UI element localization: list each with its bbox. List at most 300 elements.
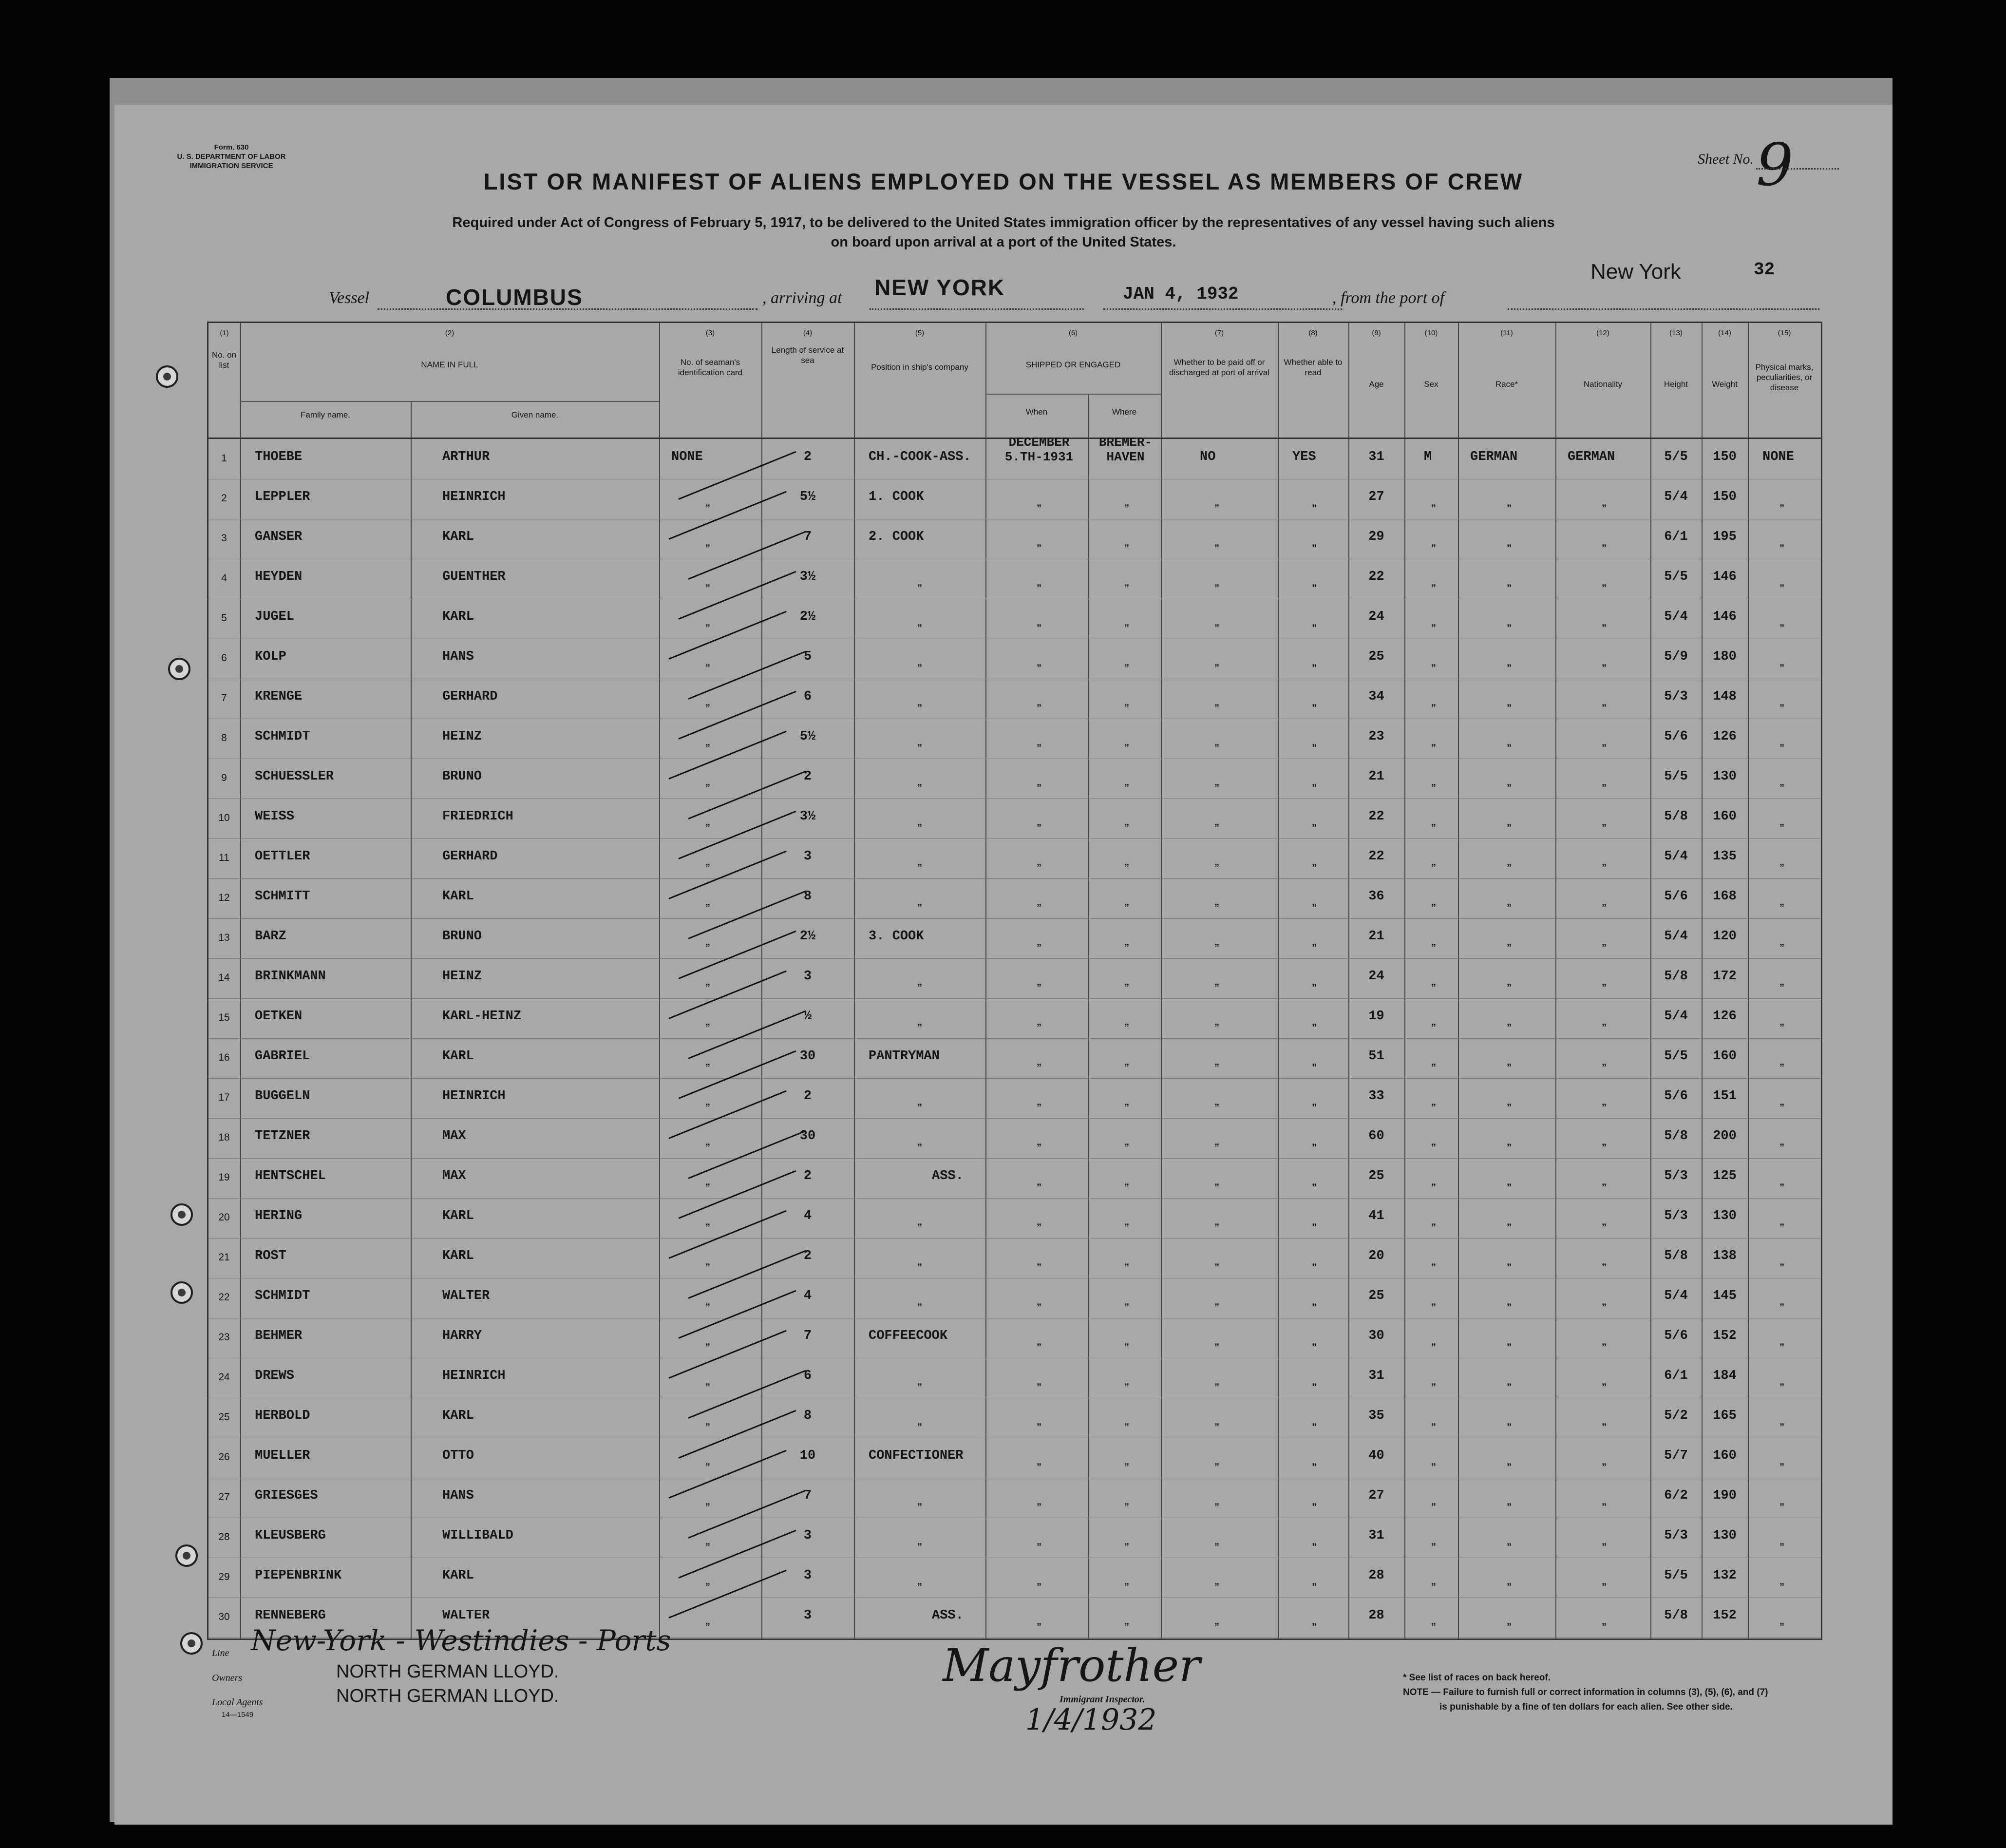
arriving-label: , arriving at <box>762 289 842 307</box>
position-ditto: „ <box>917 977 922 988</box>
family-name: ROST <box>255 1249 286 1263</box>
position-ditto: „ <box>917 697 922 708</box>
nationality-ditto: „ <box>1602 1137 1607 1147</box>
marks-ditto: „ <box>1779 497 1784 508</box>
hdr-weight: Weight <box>1712 380 1738 389</box>
height: 5/8 <box>1664 969 1688 984</box>
race-ditto: „ <box>1507 1336 1512 1347</box>
family-name: HEYDEN <box>255 570 303 584</box>
row-number: 13 <box>218 932 230 943</box>
col-rule <box>240 323 241 1638</box>
given-name: GERHARD <box>442 689 498 704</box>
race-ditto: „ <box>1507 1616 1512 1627</box>
position-ditto: „ <box>917 857 922 868</box>
service-length: 5½ <box>799 490 816 504</box>
hdr-family-name: Family name. <box>300 410 351 419</box>
when-ditto: „ <box>1037 737 1041 748</box>
nationality-ditto: „ <box>1602 857 1607 868</box>
given-name: HEINZ <box>442 969 482 984</box>
age: 31 <box>1368 1369 1384 1383</box>
given-name: WALTER <box>442 1289 490 1303</box>
service-length: 2 <box>803 769 812 784</box>
race-ditto: „ <box>1507 497 1512 508</box>
race-ditto: „ <box>1507 1576 1512 1587</box>
race-ditto: „ <box>1507 1177 1512 1187</box>
position-ditto: „ <box>917 657 922 668</box>
agents-value: NORTH GERMAN LLOYD. <box>336 1686 559 1706</box>
marks-ditto: „ <box>1779 1496 1784 1507</box>
marks-ditto: „ <box>1779 857 1784 868</box>
weight: 165 <box>1713 1409 1737 1423</box>
row-rule <box>208 1158 1821 1159</box>
family-name: DREWS <box>255 1369 295 1383</box>
row-number: 16 <box>218 1052 230 1063</box>
race-ditto: „ <box>1507 1217 1512 1227</box>
race-ditto: „ <box>1507 657 1512 668</box>
id-ditto: „ <box>705 777 710 788</box>
age: 24 <box>1368 969 1384 984</box>
read-ditto: „ <box>1312 1416 1317 1427</box>
read-ditto: „ <box>1312 1057 1317 1067</box>
sheet-number: 9 <box>1756 132 1794 199</box>
when-ditto: „ <box>1037 1376 1041 1387</box>
hdr-when: When <box>1025 407 1048 417</box>
where-ditto: „ <box>1124 697 1129 708</box>
service-length: 3 <box>803 1568 812 1583</box>
family-name: HENTSCHEL <box>255 1169 326 1183</box>
nationality-ditto: „ <box>1602 1017 1607 1028</box>
hdr-shipped-engaged: SHIPPED OR ENGAGED <box>1025 360 1121 369</box>
id-ditto: „ <box>705 1616 710 1627</box>
row-number: 8 <box>221 732 227 743</box>
weight: 135 <box>1713 849 1737 864</box>
height: 5/6 <box>1664 729 1688 744</box>
row-rule <box>208 838 1821 839</box>
crew-table <box>207 322 1822 1640</box>
manifest-title: LIST OR MANIFEST OF ALIENS EMPLOYED ON THE VESSEL AS MEMBERS OF CREW <box>483 169 1524 194</box>
family-name: OETKEN <box>255 1009 303 1024</box>
age: 21 <box>1368 929 1384 944</box>
inspector-label: Immigrant Inspector. <box>1060 1694 1145 1705</box>
where-ditto: „ <box>1124 577 1129 588</box>
paid-ditto: „ <box>1214 817 1219 828</box>
given-name: MAX <box>442 1129 466 1143</box>
service-length: 7 <box>803 530 812 544</box>
id-ditto: „ <box>705 617 710 628</box>
sex-ditto: „ <box>1431 1616 1436 1627</box>
marks-ditto: „ <box>1779 1057 1784 1067</box>
punch-hole <box>168 658 190 680</box>
sex-ditto: „ <box>1431 617 1436 628</box>
weight: 168 <box>1713 889 1737 904</box>
when-ditto: „ <box>1037 1217 1041 1227</box>
nationality-ditto: „ <box>1602 1496 1607 1507</box>
weight: 190 <box>1713 1488 1737 1503</box>
sex-ditto: „ <box>1431 1137 1436 1147</box>
age: 36 <box>1368 889 1384 904</box>
nationality-ditto: „ <box>1602 977 1607 988</box>
id-ditto: „ <box>705 737 710 748</box>
sex-ditto: „ <box>1431 657 1436 668</box>
when-ditto: „ <box>1037 1257 1041 1267</box>
race-ditto: „ <box>1507 1496 1512 1507</box>
punch-hole <box>180 1632 203 1655</box>
where-ditto: „ <box>1124 1536 1129 1547</box>
paid-ditto: „ <box>1214 897 1219 908</box>
family-name: SCHMIDT <box>255 729 310 744</box>
height: 5/3 <box>1664 1528 1688 1543</box>
marks-ditto: „ <box>1779 977 1784 988</box>
hdr-seaman-id: No. of seaman's identification card <box>678 358 743 377</box>
when-ditto: „ <box>1037 1496 1041 1507</box>
hdr-marks: Physical marks, peculiarities, or disease <box>1755 362 1814 392</box>
read-ditto: „ <box>1312 737 1317 748</box>
age: 23 <box>1368 729 1384 744</box>
given-name: KARL <box>442 1249 474 1263</box>
read-ditto: „ <box>1312 657 1317 668</box>
weight: 145 <box>1713 1289 1737 1303</box>
height: 5/5 <box>1664 1568 1688 1583</box>
arriving-port: NEW YORK <box>874 275 1005 300</box>
height: 5/6 <box>1664 1089 1688 1104</box>
when-ditto: „ <box>1037 857 1041 868</box>
when-ditto: „ <box>1037 897 1041 908</box>
sex-ditto: „ <box>1431 897 1436 908</box>
paid-ditto: „ <box>1214 937 1219 948</box>
age: 20 <box>1368 1249 1384 1263</box>
row-number: 28 <box>218 1531 230 1543</box>
hdr-length-service: Length of service at sea <box>771 345 844 365</box>
col-num-10: (10) <box>1424 329 1438 337</box>
when-ditto: „ <box>1037 1017 1041 1028</box>
punch-hole <box>170 1281 193 1304</box>
row-number: 23 <box>218 1332 230 1343</box>
ship-position: CONFECTIONER <box>869 1448 964 1463</box>
sex-ditto: „ <box>1431 937 1436 948</box>
given-name: GERHARD <box>442 849 498 864</box>
position-ditto: „ <box>917 1257 922 1267</box>
paid-ditto: „ <box>1214 1616 1219 1627</box>
line-value: New-York - Westindies - Ports <box>251 1624 671 1657</box>
id-ditto: „ <box>705 1496 710 1507</box>
row-number: 14 <box>218 972 230 983</box>
nationality-ditto: „ <box>1602 657 1607 668</box>
weight: 146 <box>1713 610 1737 624</box>
race-ditto: „ <box>1507 897 1512 908</box>
col-rule <box>1161 323 1162 1638</box>
given-name: FRIEDRICH <box>442 809 513 824</box>
marks-ditto: „ <box>1779 1376 1784 1387</box>
where-ditto: „ <box>1124 1456 1129 1467</box>
race-ditto: „ <box>1507 577 1512 588</box>
position-ditto: „ <box>917 1296 922 1307</box>
given-name: HEINRICH <box>442 490 506 504</box>
sex-ditto: „ <box>1431 1416 1436 1427</box>
owners-label: Owners <box>212 1673 243 1683</box>
race-ditto: „ <box>1507 1257 1512 1267</box>
punch-hole <box>170 1203 193 1226</box>
height: 5/7 <box>1664 1448 1688 1463</box>
inspector-date: 1/4/1932 <box>1025 1703 1157 1737</box>
nationality-ditto: „ <box>1602 537 1607 548</box>
height: 5/8 <box>1664 809 1688 824</box>
service-length: 2 <box>803 1249 812 1263</box>
weight: 160 <box>1713 1448 1737 1463</box>
id-ditto: „ <box>705 977 710 988</box>
read-ditto: „ <box>1312 977 1317 988</box>
service-length: 8 <box>803 889 812 904</box>
race-ditto: „ <box>1507 1416 1512 1427</box>
when-ditto: „ <box>1037 617 1041 628</box>
vessel-name: COLUMBUS <box>446 285 583 310</box>
given-name: HEINRICH <box>442 1089 506 1104</box>
family-name: GANSER <box>255 530 303 544</box>
where-ditto: „ <box>1124 1616 1129 1627</box>
service-length: 2 <box>803 450 812 464</box>
marks-ditto: „ <box>1779 1137 1784 1147</box>
when-ditto: „ <box>1037 657 1041 668</box>
age: 31 <box>1368 1528 1384 1543</box>
marks-ditto: „ <box>1779 937 1784 948</box>
when-ditto: „ <box>1037 537 1041 548</box>
when-ditto: „ <box>1037 1416 1041 1427</box>
where-ditto: „ <box>1124 537 1129 548</box>
age: 30 <box>1368 1329 1384 1343</box>
marks-ditto: „ <box>1779 1017 1784 1028</box>
inspector-signature: Mayfrother <box>943 1639 1201 1692</box>
row-number: 17 <box>218 1092 230 1103</box>
race: GERMAN <box>1470 450 1518 464</box>
id-ditto: „ <box>705 1097 710 1107</box>
age: 22 <box>1368 809 1384 824</box>
col-num-2: (2) <box>445 329 454 337</box>
note-line-1: NOTE — Failure to furnish full or correct information in columns (3), (5), (6), and (7) <box>1403 1687 1768 1697</box>
row-rule <box>208 1038 1821 1039</box>
weight: 180 <box>1713 649 1737 664</box>
position-ditto: „ <box>917 1097 922 1107</box>
weight: 130 <box>1713 1209 1737 1223</box>
row-number: 22 <box>218 1292 230 1303</box>
row-number: 11 <box>219 852 229 863</box>
marks-ditto: „ <box>1779 1336 1784 1347</box>
read-ditto: „ <box>1312 1456 1317 1467</box>
given-name: OTTO <box>442 1448 474 1463</box>
when-ditto: „ <box>1037 817 1041 828</box>
given-name: KARL <box>442 1568 474 1583</box>
col-rule <box>1404 323 1405 1638</box>
nationality-ditto: „ <box>1602 1456 1607 1467</box>
given-name: WILLIBALD <box>442 1528 513 1543</box>
row-number: 4 <box>221 572 227 584</box>
hdr-sex: Sex <box>1424 380 1438 389</box>
nationality-ditto: „ <box>1602 1416 1607 1427</box>
row-number: 2 <box>221 493 227 504</box>
weight: 120 <box>1713 929 1737 944</box>
family-name: HERING <box>255 1209 303 1223</box>
hdr-paid-off: Whether to be paid off or discharged at port of arrival <box>1169 358 1269 377</box>
weight: 132 <box>1713 1568 1737 1583</box>
row-number: 29 <box>218 1571 230 1582</box>
service: IMMIGRATION SERVICE <box>189 162 273 170</box>
height: 6/1 <box>1664 530 1688 544</box>
service-length: 2 <box>803 1169 812 1183</box>
when-ditto: „ <box>1037 1296 1041 1307</box>
paid-ditto: „ <box>1214 537 1219 548</box>
nationality: GERMAN <box>1568 450 1615 464</box>
weight: 130 <box>1713 769 1737 784</box>
paid-ditto: „ <box>1214 1217 1219 1227</box>
id-ditto: „ <box>705 497 710 508</box>
service-length: 4 <box>803 1289 812 1303</box>
id-ditto: „ <box>705 897 710 908</box>
family-name: HERBOLD <box>255 1409 310 1423</box>
family-name: WEISS <box>255 809 295 824</box>
read-ditto: „ <box>1312 497 1317 508</box>
col-num-3: (3) <box>705 329 715 337</box>
sex-ditto: „ <box>1431 697 1436 708</box>
col-rule <box>854 323 855 1638</box>
id-ditto: „ <box>705 1456 710 1467</box>
nationality-ditto: „ <box>1602 1296 1607 1307</box>
read-ditto: „ <box>1312 1217 1317 1227</box>
note-races: * See list of races on back hereof. <box>1403 1673 1551 1683</box>
row-number: 1 <box>221 453 227 464</box>
col-num-8: (8) <box>1308 329 1318 337</box>
marks-ditto: „ <box>1779 1616 1784 1627</box>
age: 40 <box>1368 1448 1384 1463</box>
col-num-4: (4) <box>803 329 813 337</box>
where-ditto: „ <box>1124 657 1129 668</box>
sex-ditto: „ <box>1431 777 1436 788</box>
marks-ditto: „ <box>1779 1177 1784 1187</box>
row-rule <box>208 1198 1821 1199</box>
nationality-ditto: „ <box>1602 1336 1607 1347</box>
nationality-ditto: „ <box>1602 577 1607 588</box>
read-ditto: „ <box>1312 617 1317 628</box>
id-ditto: „ <box>705 1257 710 1267</box>
where-ditto: „ <box>1124 1416 1129 1427</box>
when-ditto: „ <box>1037 777 1041 788</box>
height: 5/4 <box>1664 1009 1688 1024</box>
marks-ditto: „ <box>1779 657 1784 668</box>
row-number: 5 <box>221 612 227 624</box>
service-length: 3 <box>803 1608 812 1623</box>
when-ditto: „ <box>1037 1057 1041 1067</box>
row-rule <box>208 1078 1821 1079</box>
height: 5/8 <box>1664 1129 1688 1143</box>
paid-ditto: „ <box>1214 697 1219 708</box>
paid-ditto: „ <box>1214 1057 1219 1067</box>
sex-ditto: „ <box>1431 737 1436 748</box>
read-ditto: „ <box>1312 1376 1317 1387</box>
marks-ditto: „ <box>1779 1296 1784 1307</box>
row-number: 30 <box>218 1611 230 1622</box>
age: 27 <box>1368 1488 1384 1503</box>
weight: 126 <box>1713 1009 1737 1024</box>
sex-ditto: „ <box>1431 1257 1436 1267</box>
weight: 184 <box>1713 1369 1737 1383</box>
family-name: TETZNER <box>255 1129 310 1143</box>
service-length: 4 <box>803 1209 812 1223</box>
family-name: THOEBE <box>255 450 303 464</box>
age: 34 <box>1368 689 1384 704</box>
paid-ditto: „ <box>1214 617 1219 628</box>
position-ditto: „ <box>917 1416 922 1427</box>
paid-ditto: „ <box>1214 1416 1219 1427</box>
col-num-14: (14) <box>1718 329 1731 337</box>
height: 5/6 <box>1664 1329 1688 1343</box>
given-name: ARTHUR <box>442 450 490 464</box>
marks-ditto: „ <box>1779 1536 1784 1547</box>
position-ditto: „ <box>917 1017 922 1028</box>
race-ditto: „ <box>1507 817 1512 828</box>
where-ditto: „ <box>1124 1576 1129 1587</box>
family-name: GABRIEL <box>255 1049 310 1064</box>
where-ditto: „ <box>1124 857 1129 868</box>
subtitle-line-1: Required under Act of Congress of February 5, 1917, to be delivered to the United States immigration officer by the representatives of any vessel having such aliens <box>452 215 1555 230</box>
nationality-ditto: „ <box>1602 1376 1607 1387</box>
service-length: 3½ <box>799 809 816 824</box>
height: 5/9 <box>1664 649 1688 664</box>
nationality-ditto: „ <box>1602 777 1607 788</box>
id-ditto: „ <box>705 697 710 708</box>
read-ditto: „ <box>1312 577 1317 588</box>
read-ditto: „ <box>1312 1496 1317 1507</box>
age: 19 <box>1368 1009 1384 1024</box>
position-ditto: „ <box>917 1536 922 1547</box>
id-ditto: „ <box>705 1576 710 1587</box>
arrival-date: JAN 4, 1932 <box>1123 284 1239 304</box>
paid-ditto: „ <box>1214 497 1219 508</box>
given-name: BRUNO <box>442 929 482 944</box>
age: 25 <box>1368 1289 1384 1303</box>
hdr-given-name: Given name. <box>511 410 559 419</box>
marks-ditto: „ <box>1779 1416 1784 1427</box>
when-ditto: „ <box>1037 577 1041 588</box>
read-ditto: „ <box>1312 897 1317 908</box>
where-ditto: „ <box>1124 897 1129 908</box>
when-ditto: „ <box>1037 1616 1041 1627</box>
family-name: KOLP <box>255 649 286 664</box>
weight: 148 <box>1713 689 1737 704</box>
weight: 172 <box>1713 969 1737 984</box>
nationality-ditto: „ <box>1602 817 1607 828</box>
hdr-where: Where <box>1112 407 1137 417</box>
position-ditto: „ <box>917 897 922 908</box>
service-length: 3½ <box>799 570 816 584</box>
col-num-6: (6) <box>1068 329 1078 337</box>
nationality-ditto: „ <box>1602 1536 1607 1547</box>
where-ditto: „ <box>1124 1336 1129 1347</box>
when-ditto: „ <box>1037 1097 1041 1107</box>
nationality-ditto: „ <box>1602 617 1607 628</box>
family-name: SCHMITT <box>255 889 310 904</box>
id-ditto: „ <box>705 1217 710 1227</box>
read-ditto: „ <box>1312 857 1317 868</box>
marks-ditto: „ <box>1779 777 1784 788</box>
height: 5/5 <box>1664 570 1688 584</box>
sex-ditto: „ <box>1431 1576 1436 1587</box>
weight: 160 <box>1713 1049 1737 1064</box>
when-ditto: „ <box>1037 977 1041 988</box>
position-ditto: „ <box>917 1376 922 1387</box>
marks-ditto: „ <box>1779 737 1784 748</box>
sex-ditto: „ <box>1431 497 1436 508</box>
id-ditto: „ <box>705 1177 710 1187</box>
height: 5/6 <box>1664 889 1688 904</box>
service-length: 5 <box>803 649 812 664</box>
id-ditto: „ <box>705 1057 710 1067</box>
